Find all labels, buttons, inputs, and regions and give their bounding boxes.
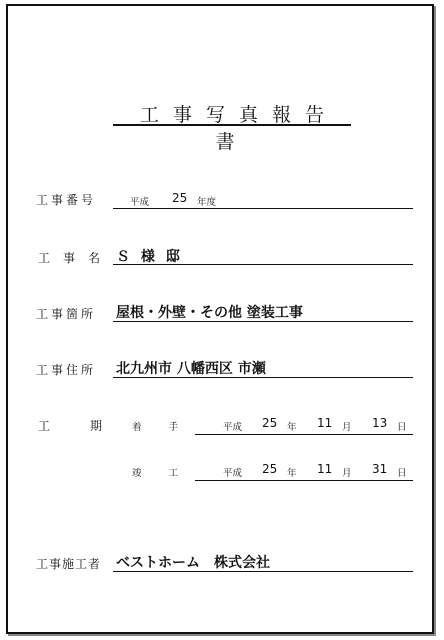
start-label: 着 手 <box>132 422 191 433</box>
start-era: 平成 <box>223 422 243 433</box>
project-address-value: 北九州市 八幡西区 市瀬 <box>116 361 266 377</box>
project-name-label: 工 事 名 <box>38 251 100 265</box>
end-month-unit: 月 <box>342 468 352 479</box>
end-year: 25 <box>262 462 278 476</box>
project-no-suffix: 年度 <box>197 197 217 208</box>
start-month-unit: 月 <box>342 422 352 433</box>
end-label: 竣 工 <box>132 468 191 479</box>
project-no-year: 25 <box>172 191 188 205</box>
contractor-label: 工事施工者 <box>36 557 102 571</box>
project-location-value: 屋根・外壁・その他 塗装工事 <box>116 305 303 321</box>
start-month: 11 <box>317 416 333 430</box>
end-era: 平成 <box>223 468 243 479</box>
project-location-label: 工事箇所 <box>36 307 97 321</box>
contractor-underline <box>113 571 413 572</box>
start-day-unit: 日 <box>397 422 407 433</box>
period-label-2: 期 <box>90 419 103 433</box>
project-address-label: 工事住所 <box>36 363 97 377</box>
end-day: 31 <box>372 462 388 476</box>
period-label-1: 工 <box>38 419 51 433</box>
contractor-value: ベストホーム 株式会社 <box>116 555 270 571</box>
project-address-underline <box>113 377 413 378</box>
start-year: 25 <box>262 416 278 430</box>
end-year-unit: 年 <box>287 468 297 479</box>
end-underline <box>195 480 413 481</box>
project-name-value: Ｓ 様 邸 <box>116 249 183 265</box>
start-year-unit: 年 <box>287 422 297 433</box>
project-no-underline <box>113 208 413 209</box>
project-name-underline <box>113 264 413 265</box>
start-day: 13 <box>372 416 388 430</box>
project-no-label: 工事番号 <box>36 193 97 207</box>
end-month: 11 <box>317 462 333 476</box>
start-underline <box>195 434 413 435</box>
end-day-unit: 日 <box>397 468 407 479</box>
document-title: 工事写真報告書 <box>139 104 338 153</box>
project-no-era: 平成 <box>130 197 150 208</box>
title-underline <box>113 124 351 126</box>
project-location-underline <box>113 321 413 322</box>
